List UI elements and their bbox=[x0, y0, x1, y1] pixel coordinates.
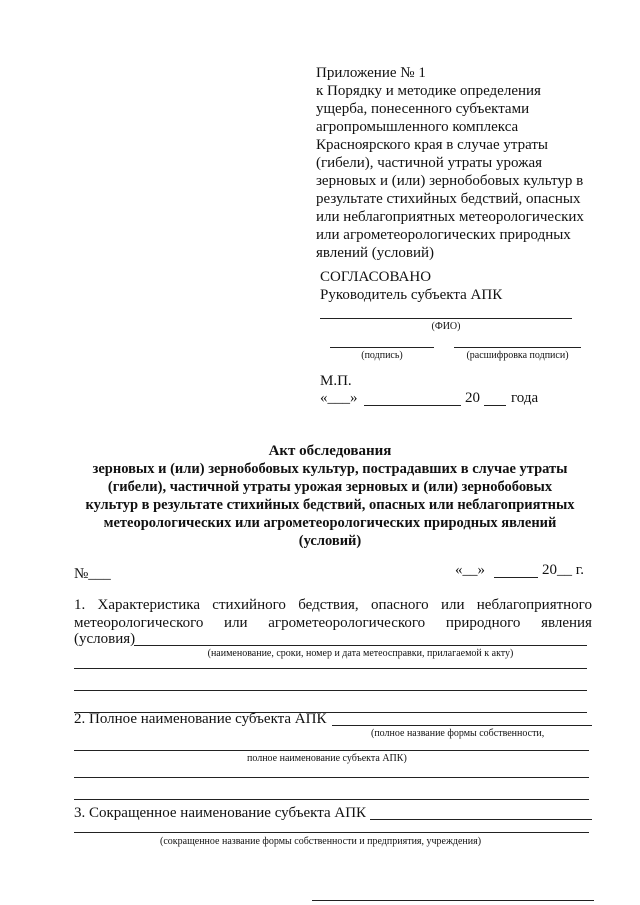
approval-date-month-line[interactable] bbox=[364, 405, 461, 406]
appendix-line: или агрометеорологических природных bbox=[316, 227, 571, 243]
appendix-line: результате стихийных бедствий, опасных bbox=[316, 191, 581, 207]
section-1-word: явления bbox=[541, 615, 592, 631]
act-subtitle-line: метеорологических или агрометеорологических природных явлений bbox=[103, 515, 557, 531]
act-date-month-line[interactable] bbox=[494, 577, 538, 578]
section-1-word: природного bbox=[445, 615, 521, 631]
appendix-line: (гибели), частичной утраты урожая bbox=[316, 155, 543, 171]
act-title: Акт обследования bbox=[268, 443, 392, 459]
section-3-fill-line[interactable] bbox=[312, 900, 594, 901]
appendix-line: зерновых и (или) зернобобовых культур в bbox=[316, 173, 584, 189]
section-2-fill-line[interactable] bbox=[74, 777, 589, 778]
fio-line[interactable] bbox=[320, 318, 572, 319]
section-1-fill-line[interactable] bbox=[74, 668, 587, 669]
approval-head: Руководитель субъекта АПК bbox=[320, 287, 503, 303]
approval-date-year-line[interactable] bbox=[484, 405, 506, 406]
section-1-line-2 bbox=[74, 614, 592, 632]
section-2-caption: (полное название формы собственности, bbox=[371, 728, 545, 739]
section-1-caption: (наименование, сроки, номер и дата метеосправки, прилагаемой к акту) bbox=[207, 648, 514, 659]
act-subtitle-line: культур в результате стихийных бедствий, опасных или неблагоприятных bbox=[85, 497, 575, 513]
act-number[interactable]: №___ bbox=[74, 566, 111, 582]
decoding-caption: (расшифровка подписи) bbox=[466, 350, 569, 361]
appendix-line: агропромышленного комплекса bbox=[316, 119, 519, 135]
appendix-line: явлений (условий) bbox=[316, 245, 435, 261]
act-date-year: 20__ г. bbox=[542, 562, 584, 578]
section-1-line-1 bbox=[74, 596, 592, 614]
seal-label: М.П. bbox=[320, 373, 352, 389]
section-1-word: опасного bbox=[370, 597, 429, 613]
section-2-fill-line[interactable] bbox=[74, 799, 589, 800]
approval-title: СОГЛАСОВАНО bbox=[320, 269, 432, 285]
decoding-line[interactable] bbox=[454, 347, 581, 348]
section-3-label: 3. Сокращенное наименование субъекта АПК bbox=[74, 805, 367, 821]
signature-caption: (подпись) bbox=[361, 350, 403, 361]
appendix-title: Приложение № 1 bbox=[316, 65, 426, 81]
approval-date-suffix: года bbox=[511, 390, 539, 406]
section-2-fill-line[interactable] bbox=[332, 725, 592, 726]
act-date-open: «__» bbox=[455, 562, 485, 578]
section-1-word: 1. bbox=[74, 597, 86, 613]
section-1-fill-line[interactable] bbox=[74, 690, 587, 691]
section-3-fill-line[interactable] bbox=[74, 832, 589, 833]
section-1-word: неблагоприятного bbox=[476, 597, 592, 613]
section-1-word: агрометеорологического bbox=[268, 615, 426, 631]
approval-date-year: 20 bbox=[465, 390, 480, 406]
act-subtitle-line: (гибели), частичной утраты урожая зерновых и (или) зернобобовых bbox=[107, 479, 553, 495]
section-2-fill-line[interactable] bbox=[74, 750, 589, 751]
section-1-word: метеорологического bbox=[74, 615, 204, 631]
section-1-line-3: (условия) bbox=[74, 631, 136, 647]
act-subtitle-line: зерновых и (или) зернобобовых культур, пострадавших в случае утраты bbox=[92, 461, 568, 477]
section-1-word: стихийного bbox=[212, 597, 286, 613]
fio-caption: (ФИО) bbox=[431, 321, 461, 332]
section-1-word: Характеристика bbox=[97, 597, 200, 613]
appendix-line: к Порядку и методике определения bbox=[316, 83, 541, 99]
section-1-word: или bbox=[440, 597, 465, 613]
approval-date-open: «___» bbox=[320, 390, 358, 406]
section-1-word: бедствия, bbox=[298, 597, 359, 613]
section-3-caption: (сокращенное название формы собственности и предприятия, учреждения) bbox=[160, 836, 482, 847]
section-1-word: или bbox=[224, 615, 248, 631]
section-1-fill-line[interactable] bbox=[134, 645, 587, 646]
section-2-label: 2. Полное наименование субъекта АПК bbox=[74, 711, 327, 727]
section-3-fill-line[interactable] bbox=[370, 819, 592, 820]
appendix-line: Красноярского края в случае утраты bbox=[316, 137, 548, 153]
signature-line[interactable] bbox=[330, 347, 434, 348]
act-subtitle-line: (условий) bbox=[298, 533, 362, 549]
section-2-caption: полное наименование субъекта АПК) bbox=[247, 753, 407, 764]
appendix-line: или неблагоприятных метеорологических bbox=[316, 209, 584, 225]
appendix-line: ущерба, понесенного субъектами bbox=[316, 101, 530, 117]
